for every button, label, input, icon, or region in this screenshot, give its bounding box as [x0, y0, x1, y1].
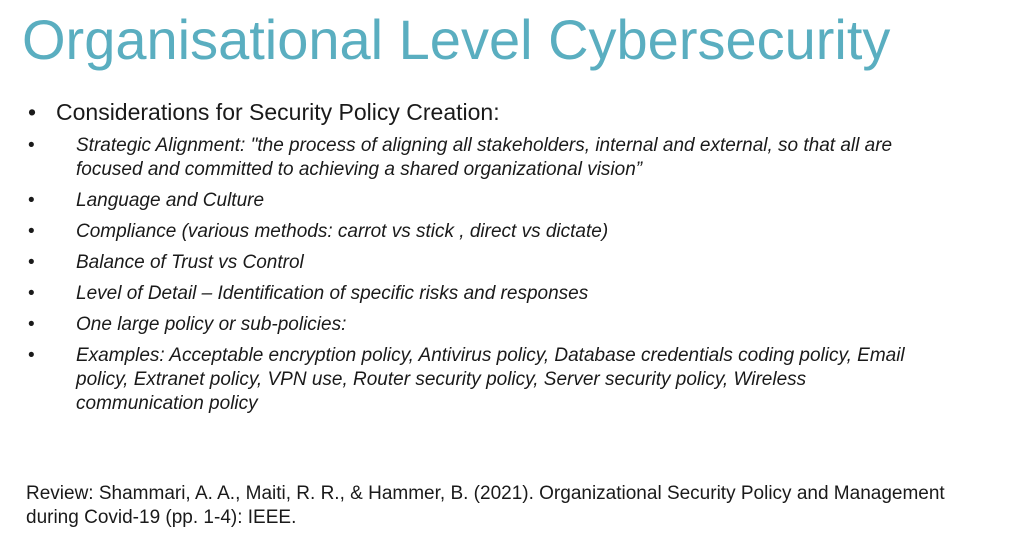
bullet-icon: •: [28, 99, 37, 125]
bullet-icon: •: [28, 190, 35, 211]
list-item-text: Examples: Acceptable encryption policy, Antivirus policy, Database credentials coding policy, Email policy, Extranet policy, VPN use, Router security policy, Server security policy, Wireless communication policy: [76, 345, 905, 414]
bullet-icon: •: [28, 252, 35, 273]
main-point: [28, 98, 500, 126]
list-item-text: Compliance (various methods: carrot vs stick , direct vs dictate): [76, 221, 609, 242]
slide-title: Organisational Level Cybersecurity: [22, 8, 891, 71]
list-item-text: Strategic Alignment: "the process of aligning all stakeholders, internal and external, so that all are focused and committed to achieving a shared organizational vision”: [76, 135, 893, 180]
bullet-icon: •: [28, 283, 35, 304]
list-item-strategic-alignment: [28, 134, 988, 182]
bullet-icon: •: [28, 221, 35, 242]
bullet-icon: •: [28, 345, 35, 366]
consideration-list: [28, 134, 988, 423]
list-item-examples: [28, 344, 988, 416]
main-point-text: Considerations for Security Policy Creation:: [56, 99, 500, 125]
list-item-compliance: [28, 220, 988, 244]
list-item-text: Language and Culture: [76, 190, 265, 211]
list-item-text: One large policy or sub-policies:: [76, 314, 347, 335]
list-item-trust-control: [28, 251, 988, 275]
list-item-text: Level of Detail – Identification of specific risks and responses: [76, 283, 589, 304]
list-item-language-culture: [28, 189, 988, 213]
reference-citation: Review: Shammari, A. A., Maiti, R. R., & Hammer, B. (2021). Organizational Security Policy and Management during Covid-19 (pp. 1-4): IEEE.: [26, 483, 945, 528]
list-item-level-of-detail: [28, 282, 988, 306]
list-item-policy-structure: [28, 313, 988, 337]
list-item-text: Balance of Trust vs Control: [76, 252, 304, 273]
bullet-icon: •: [28, 314, 35, 335]
bullet-icon: •: [28, 135, 35, 156]
